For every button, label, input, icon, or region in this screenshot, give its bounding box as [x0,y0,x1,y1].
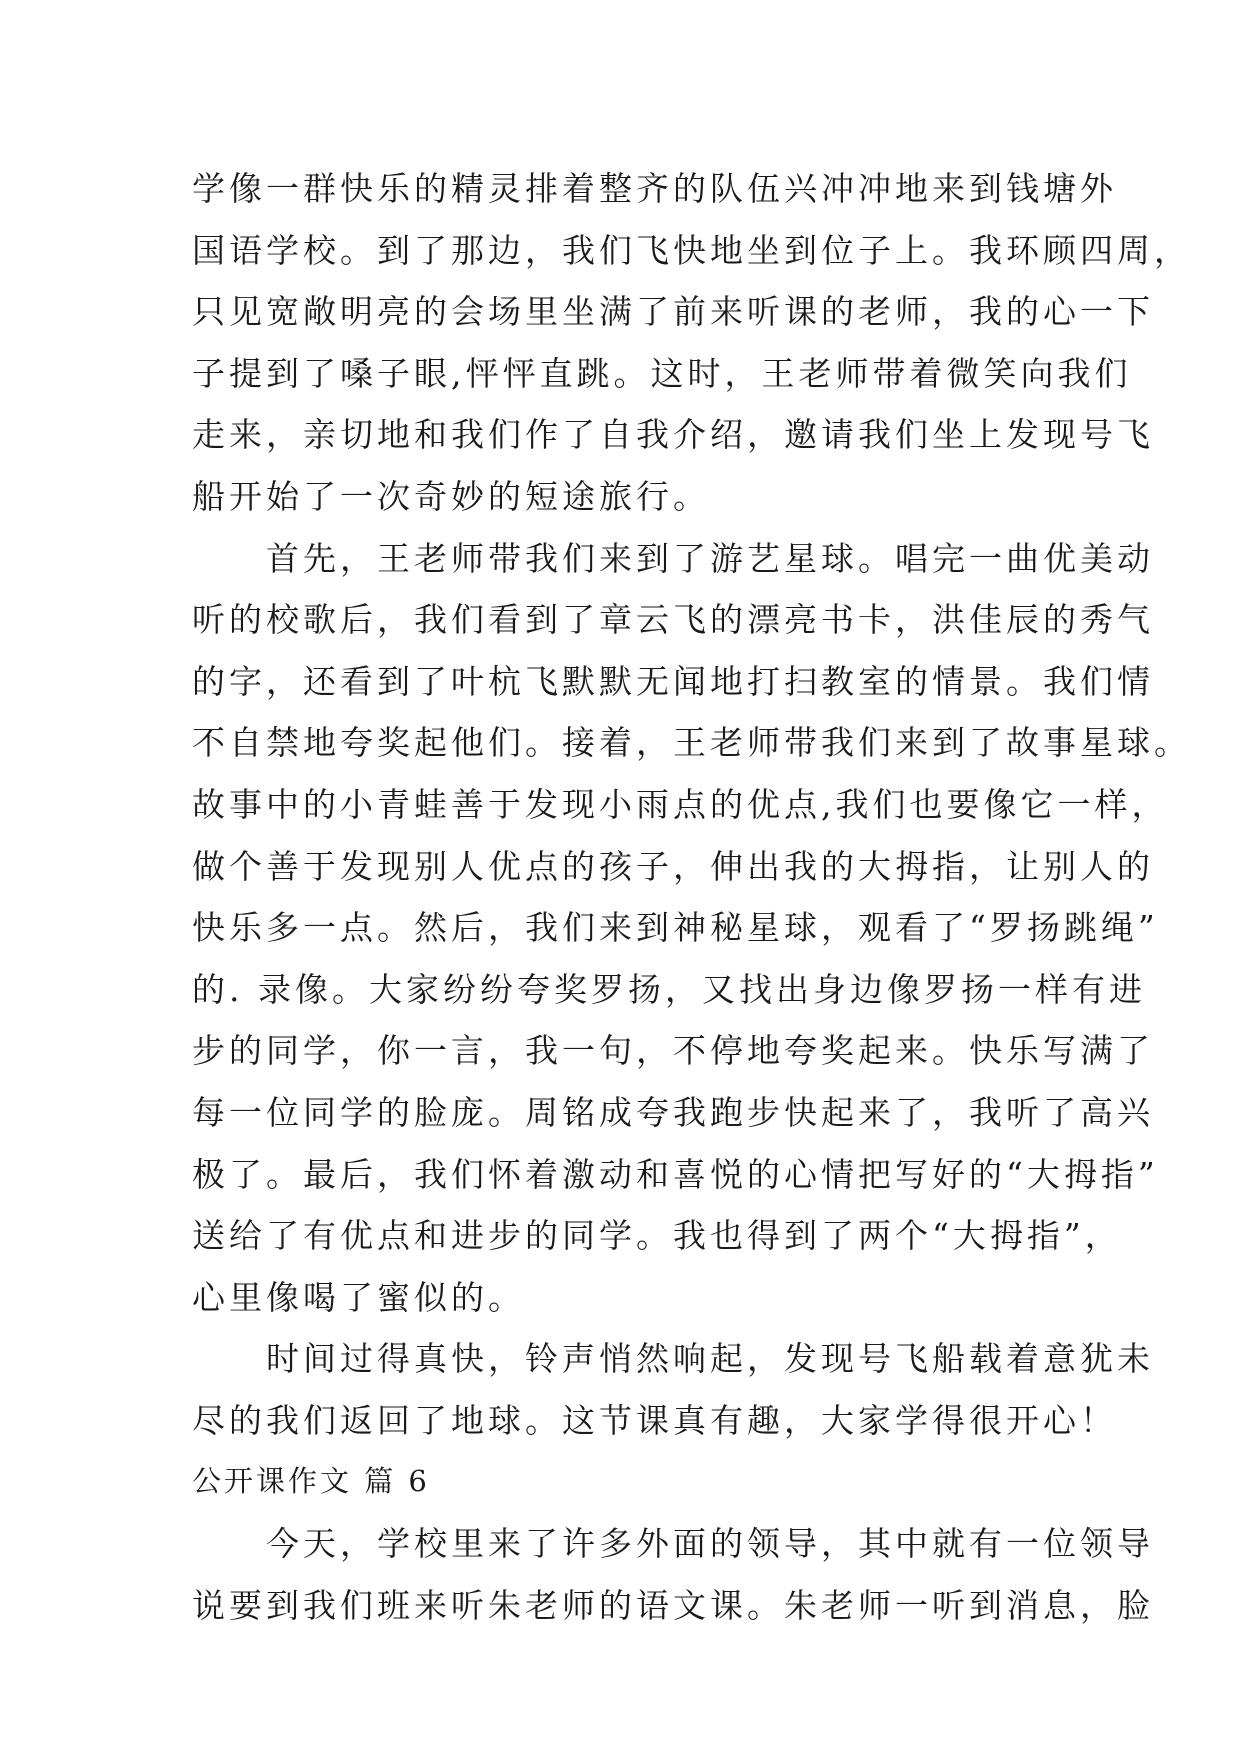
text-line: 快乐多一点。然后，我们来到神秘星球，观看了“罗扬跳绳” [192,908,1159,948]
text-line: 学像一群快乐的精灵排着整齐的队伍兴冲冲地来到钱塘外 [192,169,1117,208]
text-line: 的字，还看到了叶杭飞默默无闻地打扫教室的情景。我们情 [192,661,1154,701]
text-line: 的. 录像。大家纷纷夸奖罗扬，又找出身边像罗扬一样有进 [192,969,1146,1009]
text-line: 送给了有优点和进步的同学。我也得到了两个“大拇指”， [192,1216,1122,1256]
text-line: 不自禁地夸奖起他们。接着，王老师带我们来到了故事星球。 [192,723,1191,763]
text-line: 极了。最后，我们怀着激动和喜悦的心情把写好的“大拇指” [192,1154,1159,1194]
section-heading: 公开课作文 篇 6 [192,1464,430,1499]
text-line: 听的校歌后，我们看到了章云飞的漂亮书卡，洪佳辰的秀气 [192,600,1154,640]
text-line: 说要到我们班来听朱老师的语文课。朱老师一听到消息，脸 [192,1585,1154,1625]
article-body [192,158,1191,1636]
text-line: 走来，亲切地和我们作了自我介绍，邀请我们坐上发现号飞 [192,415,1154,455]
text-line: 每一位同学的脸庞。周铭成夸我跑步快起来了，我听了高兴 [192,1092,1154,1132]
text-line: 国语学校。到了那边，我们飞快地坐到位子上。我环顾四周， [192,230,1191,270]
text-line: 子提到了嗓子眼,怦怦直跳。这时，王老师带着微笑向我们 [192,353,1132,393]
text-line: 故事中的小青蛙善于发现小雨点的优点,我们也要像它一样， [192,784,1169,824]
paragraph-first-line: 时间过得真快，铃声悄然响起，发现号飞船载着意犹未 [266,1339,1154,1379]
paragraph-first-line: 今天，学校里来了许多外面的领导，其中就有一位领导 [266,1524,1154,1564]
text-line: 步的同学，你一言，我一句，不停地夸奖起来。快乐写满了 [192,1031,1154,1071]
text-line: 尽的我们返回了地球。这节课真有趣，大家学得很开心！ [192,1400,1117,1440]
text-line: 船开始了一次奇妙的短途旅行。 [192,476,710,516]
text-line: 只见宽敞明亮的会场里坐满了前来听课的老师，我的心一下 [192,292,1154,332]
text-line: 心里像喝了蜜似的。 [192,1277,525,1317]
paragraph-first-line: 首先，王老师带我们来到了游艺星球。唱完一曲优美动 [266,538,1154,578]
text-line: 做个善于发现别人优点的孩子，伸出我的大拇指，让别人的 [192,846,1154,886]
